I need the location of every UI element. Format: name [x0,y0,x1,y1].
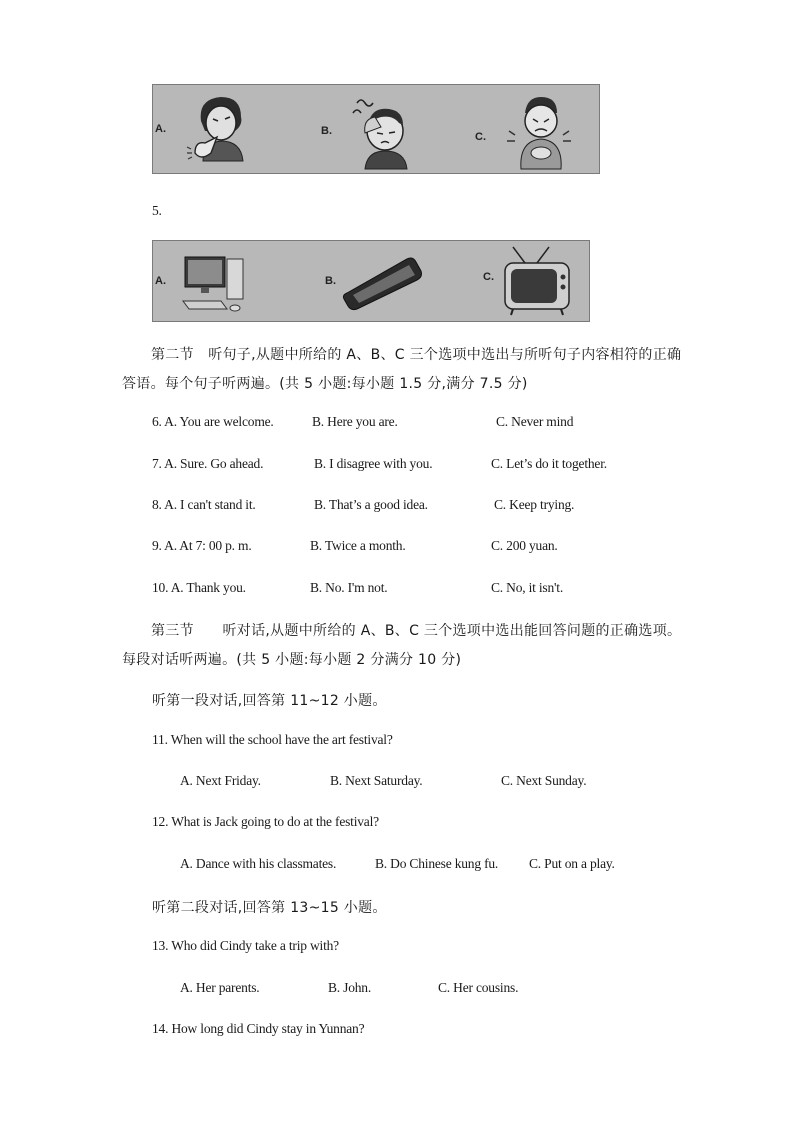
q14-question: 14. How long did Cindy stay in Yunnan? [152,1021,365,1036]
q13-question: 13. Who did Cindy take a trip with? [152,938,339,953]
q6-option-b: B. Here you are. [312,414,398,429]
q12-option-c: C. Put on a play. [529,856,615,871]
q7-option-a: 7. A. Sure. Go ahead. [152,456,264,471]
desktop-computer-icon [181,253,251,315]
q5-option-b-letter: B. [325,275,336,287]
q4-picture-panel [152,84,600,174]
q5-option-a-letter: A. [155,275,166,287]
stomachache-person-icon [499,91,579,171]
q4-option-b-letter: B. [321,125,332,137]
q8-option-a: 8. A. I can't stand it. [152,497,256,512]
q8-option-c: C. Keep trying. [494,497,575,512]
q6-option-c: C. Never mind [496,414,574,429]
q12-option-a: A. Dance with his classmates. [180,856,337,871]
section3-heading-cont: 每段对话听两遍。(共 5 小题:每小题 2 分满分 10 分) [122,652,462,668]
smartphone-icon [341,253,425,311]
q6-option-a: 6. A. You are welcome. [152,414,274,429]
headache-person-icon [343,93,423,171]
q4-option-c-letter: C. [475,131,486,143]
q13-option-b: B. John. [328,980,372,995]
q12-question: 12. What is Jack going to do at the festival? [152,814,379,829]
television-icon [499,245,575,317]
q13-option-a: A. Her parents. [180,980,260,995]
q9-option-a: 9. A. At 7: 00 p. m. [152,538,252,553]
section2-heading-cont: 答语。每个句子听两遍。(共 5 小题:每小题 1.5 分,满分 7.5 分) [122,376,528,392]
q11-question: 11. When will the school have the art festival? [152,732,393,747]
q7-option-b: B. I disagree with you. [314,456,433,471]
section2-heading: 第二节 听句子,从题中所给的 A、B、C 三个选项中选出与所听句子内容相符的正确 [151,347,682,363]
q10-option-a: 10. A. Thank you. [152,580,246,595]
q11-option-c: C. Next Sunday. [501,773,587,788]
q5-picture-panel [152,240,590,322]
q11-option-b: B. Next Saturday. [330,773,423,788]
q12-option-b: B. Do Chinese kung fu. [375,856,499,871]
q8-option-b: B. That’s a good idea. [314,497,428,512]
section3-heading: 第三节 听对话,从题中所给的 A、B、C 三个选项中选出能回答问题的正确选项。 [151,623,682,639]
q7-option-c: C. Let’s do it together. [491,456,607,471]
q10-option-b: B. No. I'm not. [310,580,388,595]
q5-number: 5. [152,203,162,218]
q11-option-a: A. Next Friday. [180,773,261,788]
q4-option-a-letter: A. [155,123,166,135]
coughing-person-icon [183,91,263,169]
q5-option-c-letter: C. [483,271,494,283]
q13-option-c: C. Her cousins. [438,980,519,995]
q10-option-c: C. No, it isn't. [491,580,563,595]
dialog2-intro: 听第二段对话,回答第 13~15 小题。 [152,900,387,916]
q9-option-b: B. Twice a month. [310,538,406,553]
dialog1-intro: 听第一段对话,回答第 11~12 小题。 [152,693,387,709]
q9-option-c: C. 200 yuan. [491,538,558,553]
